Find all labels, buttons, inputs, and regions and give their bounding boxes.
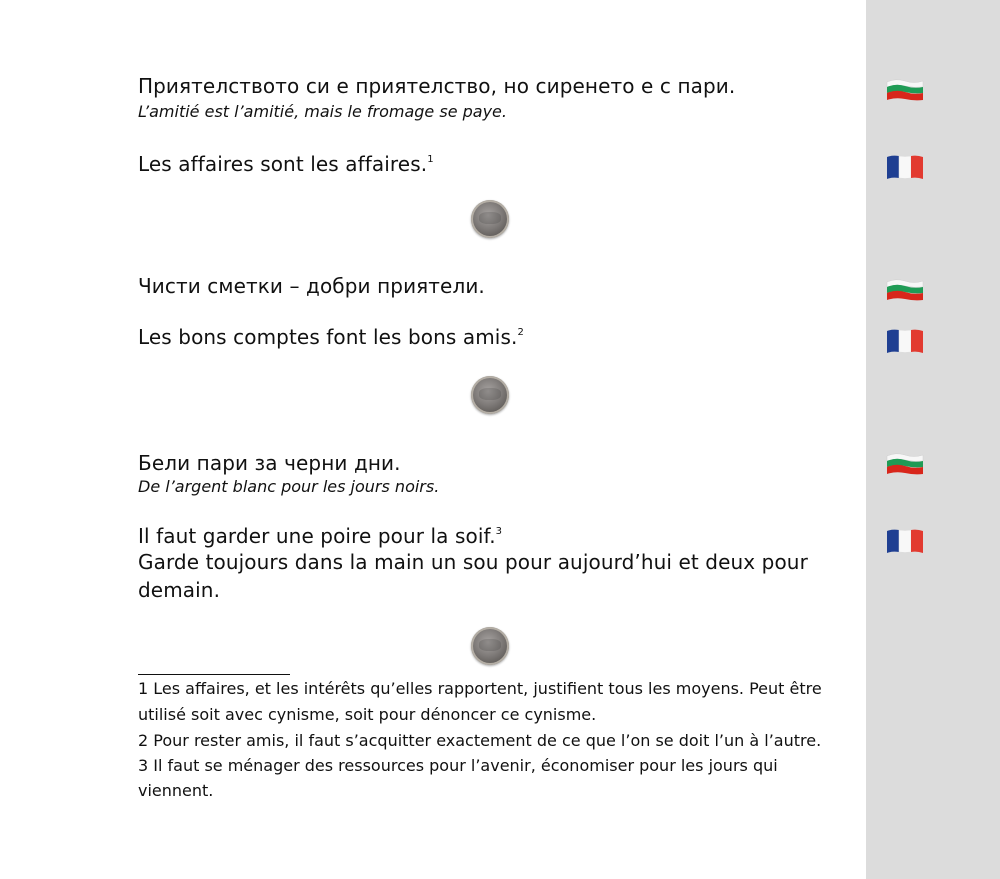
proverb-3-french: Il faut garder une poire pour la soif.$^3$ [138,524,503,548]
footnote-ref-1: 1 [427,154,434,165]
bulgarian-flag-icon [886,78,924,104]
coin-icon [471,627,509,665]
proverb-1-french: Les affaires sont les affaires.$^1$ [138,152,434,176]
bulgarian-flag-icon [886,452,924,478]
footnote-separator [138,674,290,675]
coin-icon [471,376,509,414]
proverb-2-bulgarian: Чисти сметки – добри приятели. [138,274,485,298]
french-flag-icon [886,528,924,554]
footnote-ref-2: 2 [517,327,524,338]
proverb-2-french: Les bons comptes font les bons amis.$^2$ [138,325,524,349]
proverb-3-bulgarian: Бели пари за черни дни. [138,451,401,475]
french-flag-icon [886,154,924,180]
french-flag-icon [886,328,924,354]
bulgarian-flag-icon [886,278,924,304]
footnote-line: 3 Il faut se ménager des ressources pour l’avenir, économiser pour les jours qui [138,756,778,775]
footnote-ref-3: 3 [495,526,503,537]
footnote-line: 1 Les affaires, et les intérêts qu’elles rapportent, justifient tous les moyens. Peut être [138,679,822,698]
right-margin-bar [866,0,1000,879]
coin-icon [471,200,509,238]
proverb-3-french-line3: demain. [138,578,221,602]
footnote-line: viennent. [138,781,214,800]
proverb-3-translation: De l’argent blanc pour les jours noirs. [138,477,440,496]
footnote-line: 2 Pour rester amis, il faut s’acquitter exactement de ce que l’on se doit l’un à l’autre. [138,731,822,750]
proverb-1-bulgarian: Приятелството си е приятелство, но сиренето е с пари. [138,74,736,98]
proverb-3-french-line2: Garde toujours dans la main un sou pour aujourd’hui et deux pour [138,550,808,574]
footnote-line: utilisé soit avec cynisme, soit pour dénoncer ce cynisme. [138,705,597,724]
proverb-1-translation: L’amitié est l’amitié, mais le fromage se paye. [138,102,507,121]
